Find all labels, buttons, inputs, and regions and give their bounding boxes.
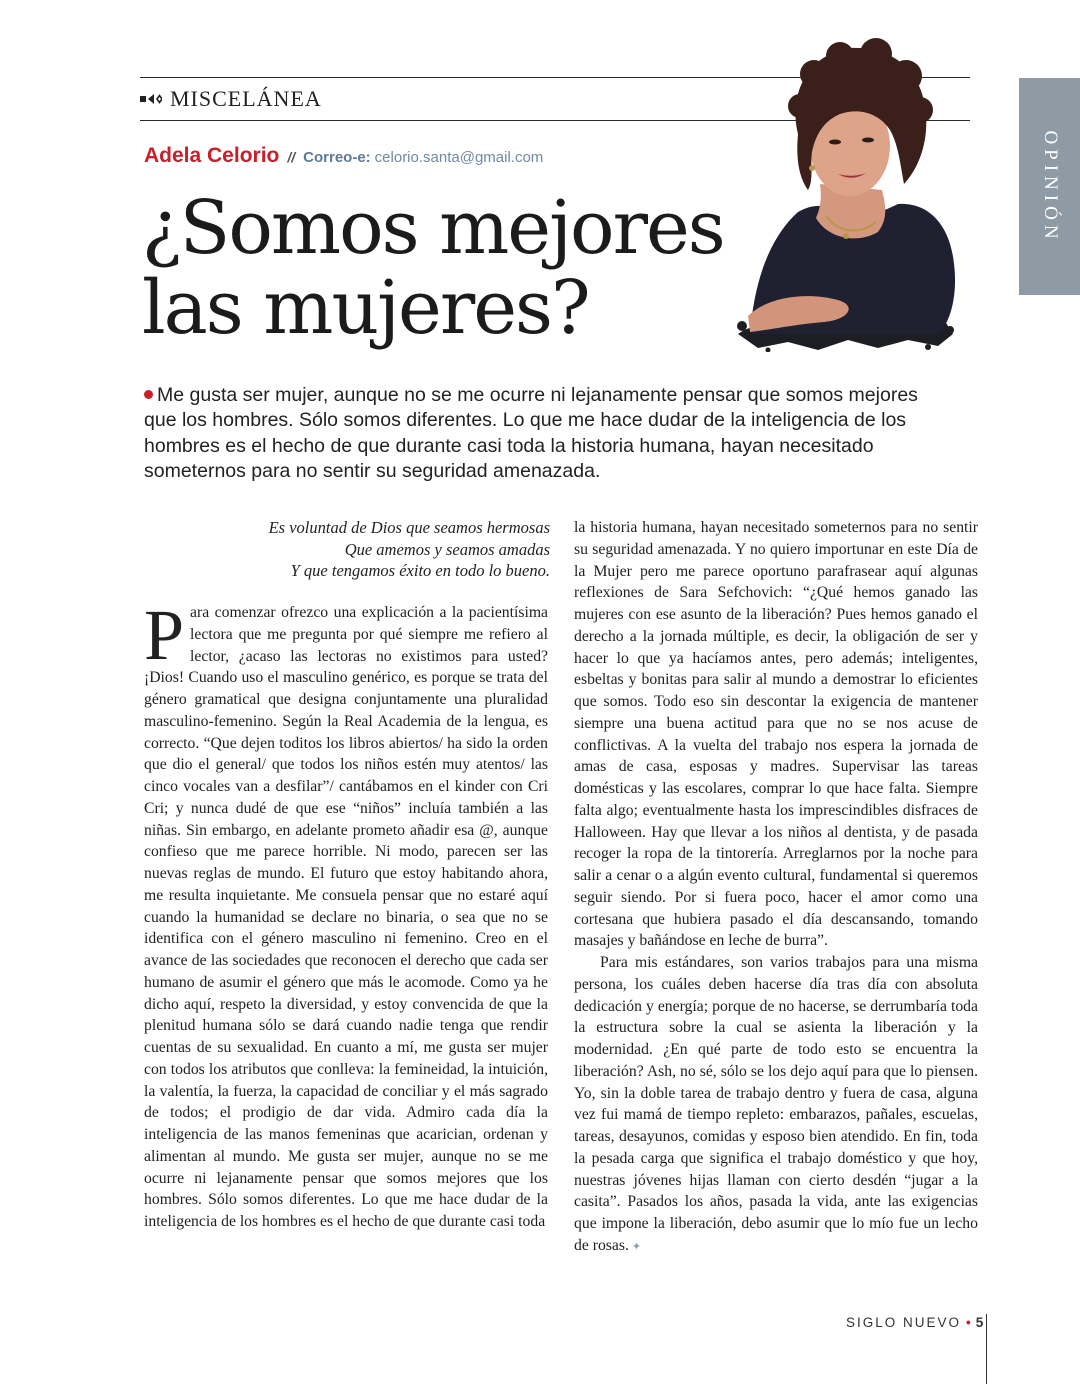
deck-text: Me gusta ser mujer, aunque no se me ocurre ni lejanamente pensar que somos mejores que los hombres. Sólo somos diferentes. Lo que me hace dudar de la inteligencia de los hombres es el hecho de que durante casi toda la historia humana, hayan necesitado someternos para no sentir su seguridad amenazada. (144, 384, 918, 482)
email-label: Correo-e: (303, 149, 371, 166)
end-mark-icon: ✦ (631, 1240, 642, 1253)
section-header (140, 85, 322, 113)
arrow-diamond-icon (140, 92, 162, 106)
byline (144, 144, 543, 168)
page-number: 5 (975, 1315, 984, 1330)
footer-separator: • (966, 1315, 971, 1330)
headline-line-1: ¿Somos mejores (142, 185, 724, 271)
author-portrait (728, 34, 960, 352)
publication-name: SIGLO NUEVO (846, 1315, 962, 1330)
byline-separator: // (287, 149, 296, 165)
body-paragraph-final (574, 952, 978, 1259)
author-email: celorio.santa@gmail.com (374, 149, 544, 166)
body-paragraph (144, 595, 548, 1233)
headline-line-2: las mujeres? (142, 265, 589, 351)
bullet-icon (144, 390, 153, 399)
page-footer (846, 1315, 983, 1330)
article-deck (144, 383, 954, 484)
drop-cap: P (144, 595, 185, 675)
section-tab-opinion (1019, 78, 1080, 295)
section-tab-label: OPINIÓN (1039, 129, 1061, 244)
body-paragraph: la historia humana, hayan necesitado someternos para no sentir su seguridad amenazada. Y no quiero importunar en este Día de la Mujer pero me parece oportuno parafrasear aquí algunas reflexiones de Sara Sefchovich: “¿Qué hemos ganado las mujeres con ese asunto de la liberación? Pues hemos ganado el derecho a la jornada múltiple, es decir, la obligación de ser y hacer lo que ya hacíamos antes, pero además; inteligentes, esbeltas y bonitas para salir al mundo a demostrar lo eficientes que somos. Todo eso sin descontar la exigencia de mantener siempre una buena actitud para que no se nos acuse de conflictivas. A la vuelta del trabajo nos espera la jornada de amas de casa, esposas y madres. Supervisar las tareas domésticas y las escolares, comprar lo que hace falta. Siempre falta algo; eventualmente hasta los imprescindibles disfraces de Halloween. Hay que llevar a los niños al dentista, y de pasada recoger la ropa de la tintorería. Arreglarnos por la noche para salir a cenar o a algún evento cultural, fundamental si queremos seguir siendo. Por si fuera poco, hacer el amor como una cortesana que hubiera pasado el día descansando, tomando masajes y bañándose en leche de burra”. (574, 519, 978, 950)
section-label: MISCELÁNEA (170, 86, 322, 111)
epigraph-line-1: Es voluntad de Dios que seamos hermosas (268, 518, 550, 537)
body-column-left (144, 595, 548, 1233)
footer-rule (986, 1314, 987, 1384)
author-name: Adela Celorio (144, 144, 280, 167)
body-text-final: Para mis estándares, son varios trabajos para una misma persona, los cuáles deben hacerse día tras día con absoluta dedicación y energía; porque de no hacerse, se derrumbaría toda la estructura sobre la cual se asienta la liberación y la modernidad. ¿En qué parte de todo esto se encuentra la liberación? Ash, no sé, sólo se los dejo aquí para que lo piensen. Yo, sin la doble tarea de trabajo dentro y fuera de casa, alguna vez fui mamá de tiempo repleto: embarazos, pañales, escuelas, tareas, desayunos, comidas y esposo bien atendido. En fin, toda la pesada carga que significa el trabajo doméstico y que hoy, nuestras jóvenes hijas llaman con cierto desdén “jugar a la casita”. Pasados los años, pasada la vida, ante las exigencias que impone la liberación, debo asumir que lo mío fue un lecho de rosas. (574, 954, 978, 1254)
body-column-right (574, 517, 978, 1259)
article-headline (142, 185, 742, 351)
epigraph-line-2: Que amemos y seamos amadas (344, 539, 550, 559)
body-text-left: ara comenzar ofrezco una explicación a la pacientísima lectora que me pregunta por qué siempre me refiero al lector, ¿acaso las lectoras no existimos para usted? ¡Dios! Cuando uso el masculino genérico, es porque se trata del género gramatical que designa conjuntamente una pluralidad masculino-femenino. Según la Real Academia de la lengua, es correcto. “Que dejen toditos los libros abiertos/ ha sido la orden que dio el general/ que todos los niños estén muy atentos/ las cinco vocales van a desfilar”/ cantábamos en el kinder con Cri Cri; y nunca dudé de que ese “niños” incluía también a las niñas. Sin embargo, en adelante prometo añadir esa @, aunque confieso que me parece horrible. Ni modo, parecen ser las nuevas reglas de mundo. El futuro que estoy habitando ahora, me resulta inquietante. Me consuela pensar que no estaré aquí cuando la humanidad se declare no binaria, o sea que no se identifica con el género masculino ni femenino. Creo en el avance de las sociedades que reconocen el derecho que cada ser humano de asumir el género que más le acomode. Como ya he dicho aquí, respeto la diversidad, y estoy convencida de que la plenitud humana sólo se dará cuando nadie tenga que rendir cuentas de su sexualidad. En cuanto a mí, me gusta ser mujer con todos los atributos que conlleva: la femineidad, la intuición, la valentía, la fuerza, la capacidad de conciliar y el más sagrado de todos; el prodigio de dar vida. Admiro cada día la inteligencia de las manos femeninas que acarician, ordenan y alimentan al mundo. Me gusta ser mujer, aunque no se me ocurre ni lejanamente pensar que somos mejores que los hombres. Sólo somos diferentes. Lo que me hace dudar de la inteligencia de los hombres es el hecho de que durante casi toda (144, 604, 548, 1230)
epigraph-line-3: Y que tengamos éxito en todo lo bueno. (290, 561, 550, 580)
epigraph (150, 517, 550, 582)
